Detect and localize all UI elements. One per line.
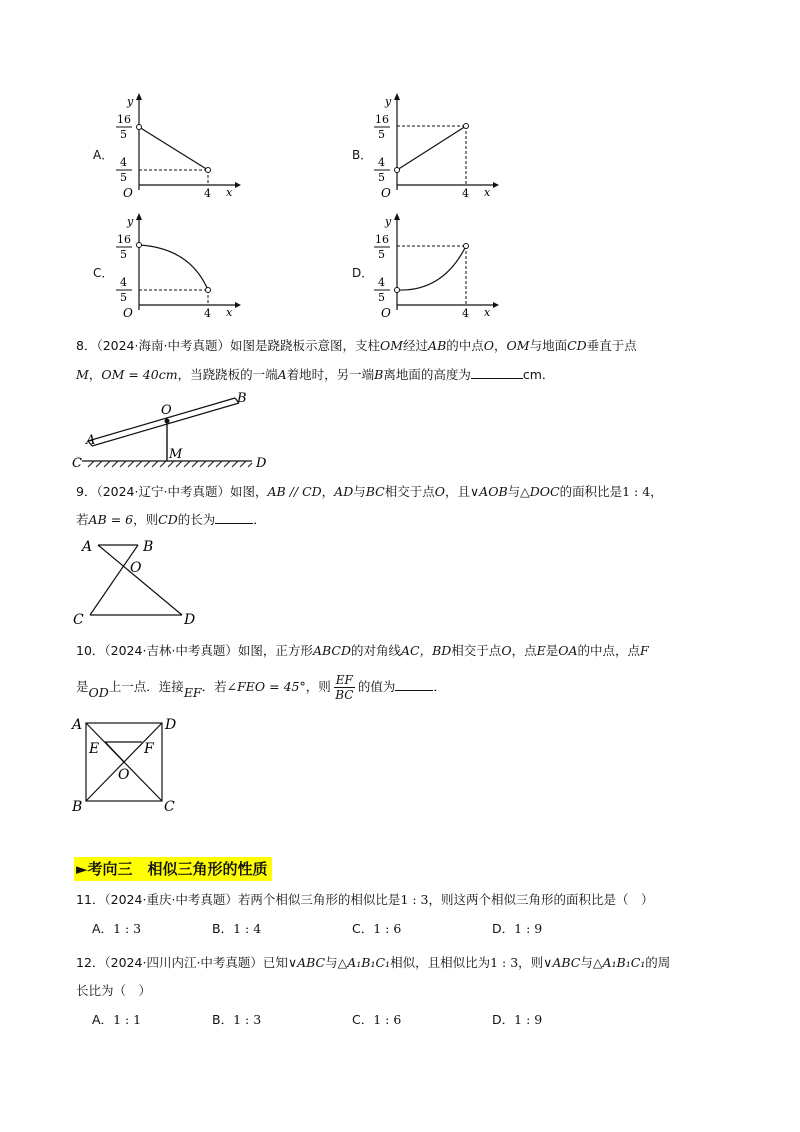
option-c-label[interactable]: C． xyxy=(93,266,114,280)
svg-text:5: 5 xyxy=(120,248,127,261)
q9-line2: 若AB = 6，则CD的长为 ． xyxy=(76,512,266,527)
q12-stem-line1: 12．（2024·四川内江·中考真题）已知∨ABC与△A₁B₁C₁相似，且相似比为1 : 3，则∨ABC与△A₁B₁C₁的周 xyxy=(76,955,671,970)
svg-text:5: 5 xyxy=(378,128,385,141)
svg-text:x: x xyxy=(226,186,233,199)
ef-over-bc-fraction: $\frac{EF}{BC}$ xyxy=(335,673,354,702)
svg-text:B: B xyxy=(143,539,154,555)
svg-text:y: y xyxy=(127,215,134,228)
svg-text:O: O xyxy=(381,186,391,200)
q8-line1: 8．（2024·海南·中考真题）如图是跷跷板示意图，支柱OM经过AB的中点O，OM与地面CD垂直于点 xyxy=(76,338,637,353)
svg-text:16: 16 xyxy=(117,113,131,126)
svg-text:O: O xyxy=(118,767,130,783)
q10-answer-blank[interactable] xyxy=(395,678,433,691)
q8-line2: M，OM = 40cm，当跷跷板的一端A着地时，另一端B离地面的高度为 cm． xyxy=(76,367,555,382)
svg-text:5: 5 xyxy=(378,248,385,261)
svg-text:5: 5 xyxy=(378,291,385,304)
svg-text:4: 4 xyxy=(378,156,385,169)
svg-text:4: 4 xyxy=(378,276,385,289)
q11-option-a[interactable]: A．1 : 3 xyxy=(92,921,142,936)
svg-text:y: y xyxy=(127,95,134,108)
q12-option-b[interactable]: B．1 : 3 xyxy=(212,1012,262,1027)
section-heading: ►考向三 相似三角形的性质 xyxy=(74,857,272,881)
svg-text:4: 4 xyxy=(120,156,127,169)
square-figure xyxy=(68,713,186,815)
q11-option-b[interactable]: B．1 : 4 xyxy=(212,921,262,936)
svg-text:O: O xyxy=(161,403,172,418)
svg-text:4: 4 xyxy=(462,307,469,320)
svg-text:4: 4 xyxy=(204,307,211,320)
svg-text:F: F xyxy=(144,741,154,757)
svg-text:x: x xyxy=(484,186,491,199)
svg-text:5: 5 xyxy=(120,291,127,304)
seesaw-figure xyxy=(70,388,280,474)
option-a-label[interactable]: A． xyxy=(93,148,114,162)
svg-text:B: B xyxy=(237,391,247,406)
q9-line1: 9．（2024·辽宁·中考真题）如图，AB // CD，AD与BC相交于点O，且∨AOB与△DOC的面积比是1 : 4， xyxy=(76,484,663,499)
svg-text:O: O xyxy=(381,306,391,320)
q10-line2: 是OD上一点．连接EF．若∠FEO = 45°，则 $\frac{EF}{BC}$ 的值为 ． xyxy=(76,673,446,702)
svg-text:E: E xyxy=(89,741,100,757)
q11-option-c[interactable]: C．1 : 6 xyxy=(352,921,402,936)
svg-text:y: y xyxy=(385,95,392,108)
option-d-label[interactable]: D． xyxy=(352,266,374,280)
svg-text:B: B xyxy=(72,799,83,815)
svg-text:D: D xyxy=(184,612,196,627)
svg-text:A: A xyxy=(82,539,93,555)
svg-text:O: O xyxy=(123,186,133,200)
graph-d xyxy=(363,210,503,322)
q10-line1: 10．（2024·吉林·中考真题）如图，正方形ABCD的对角线AC，BD相交于点O，点E是OA的中点，点F xyxy=(76,643,649,658)
svg-text:5: 5 xyxy=(120,171,127,184)
svg-text:4: 4 xyxy=(120,276,127,289)
svg-text:D: D xyxy=(256,456,267,471)
q12-stem-line2: 长比为（ ） xyxy=(76,983,152,998)
graph-b xyxy=(363,90,503,202)
svg-text:16: 16 xyxy=(375,233,389,246)
q12-option-d[interactable]: D．1 : 9 xyxy=(492,1012,543,1027)
svg-text:16: 16 xyxy=(375,113,389,126)
option-b-label[interactable]: B． xyxy=(352,148,373,162)
svg-text:C: C xyxy=(72,456,82,471)
q11-stem: 11．（2024·重庆·中考真题）若两个相似三角形的相似比是1 : 3，则这两个相似三角形的面积比是（ ） xyxy=(76,892,654,907)
svg-text:y: y xyxy=(385,215,392,228)
svg-text:A: A xyxy=(86,433,96,448)
svg-text:D: D xyxy=(165,717,177,733)
graph-c xyxy=(105,210,245,322)
svg-text:x: x xyxy=(226,306,233,319)
svg-text:M: M xyxy=(169,447,183,462)
svg-text:O: O xyxy=(123,306,133,320)
svg-text:16: 16 xyxy=(117,233,131,246)
svg-text:O: O xyxy=(130,560,142,576)
svg-text:4: 4 xyxy=(204,187,211,200)
q11-option-d[interactable]: D．1 : 9 xyxy=(492,921,543,936)
svg-text:5: 5 xyxy=(120,128,127,141)
svg-text:5: 5 xyxy=(378,171,385,184)
q12-option-c[interactable]: C．1 : 6 xyxy=(352,1012,402,1027)
svg-text:4: 4 xyxy=(462,187,469,200)
graph-a xyxy=(105,90,245,202)
q12-option-a[interactable]: A．1 : 1 xyxy=(92,1012,142,1027)
q8-answer-blank[interactable] xyxy=(471,366,523,379)
hourglass-figure xyxy=(70,535,210,627)
q9-answer-blank[interactable] xyxy=(215,511,253,524)
svg-text:x: x xyxy=(484,306,491,319)
svg-text:C: C xyxy=(164,799,175,815)
svg-text:C: C xyxy=(73,612,84,627)
svg-text:A: A xyxy=(72,717,83,733)
